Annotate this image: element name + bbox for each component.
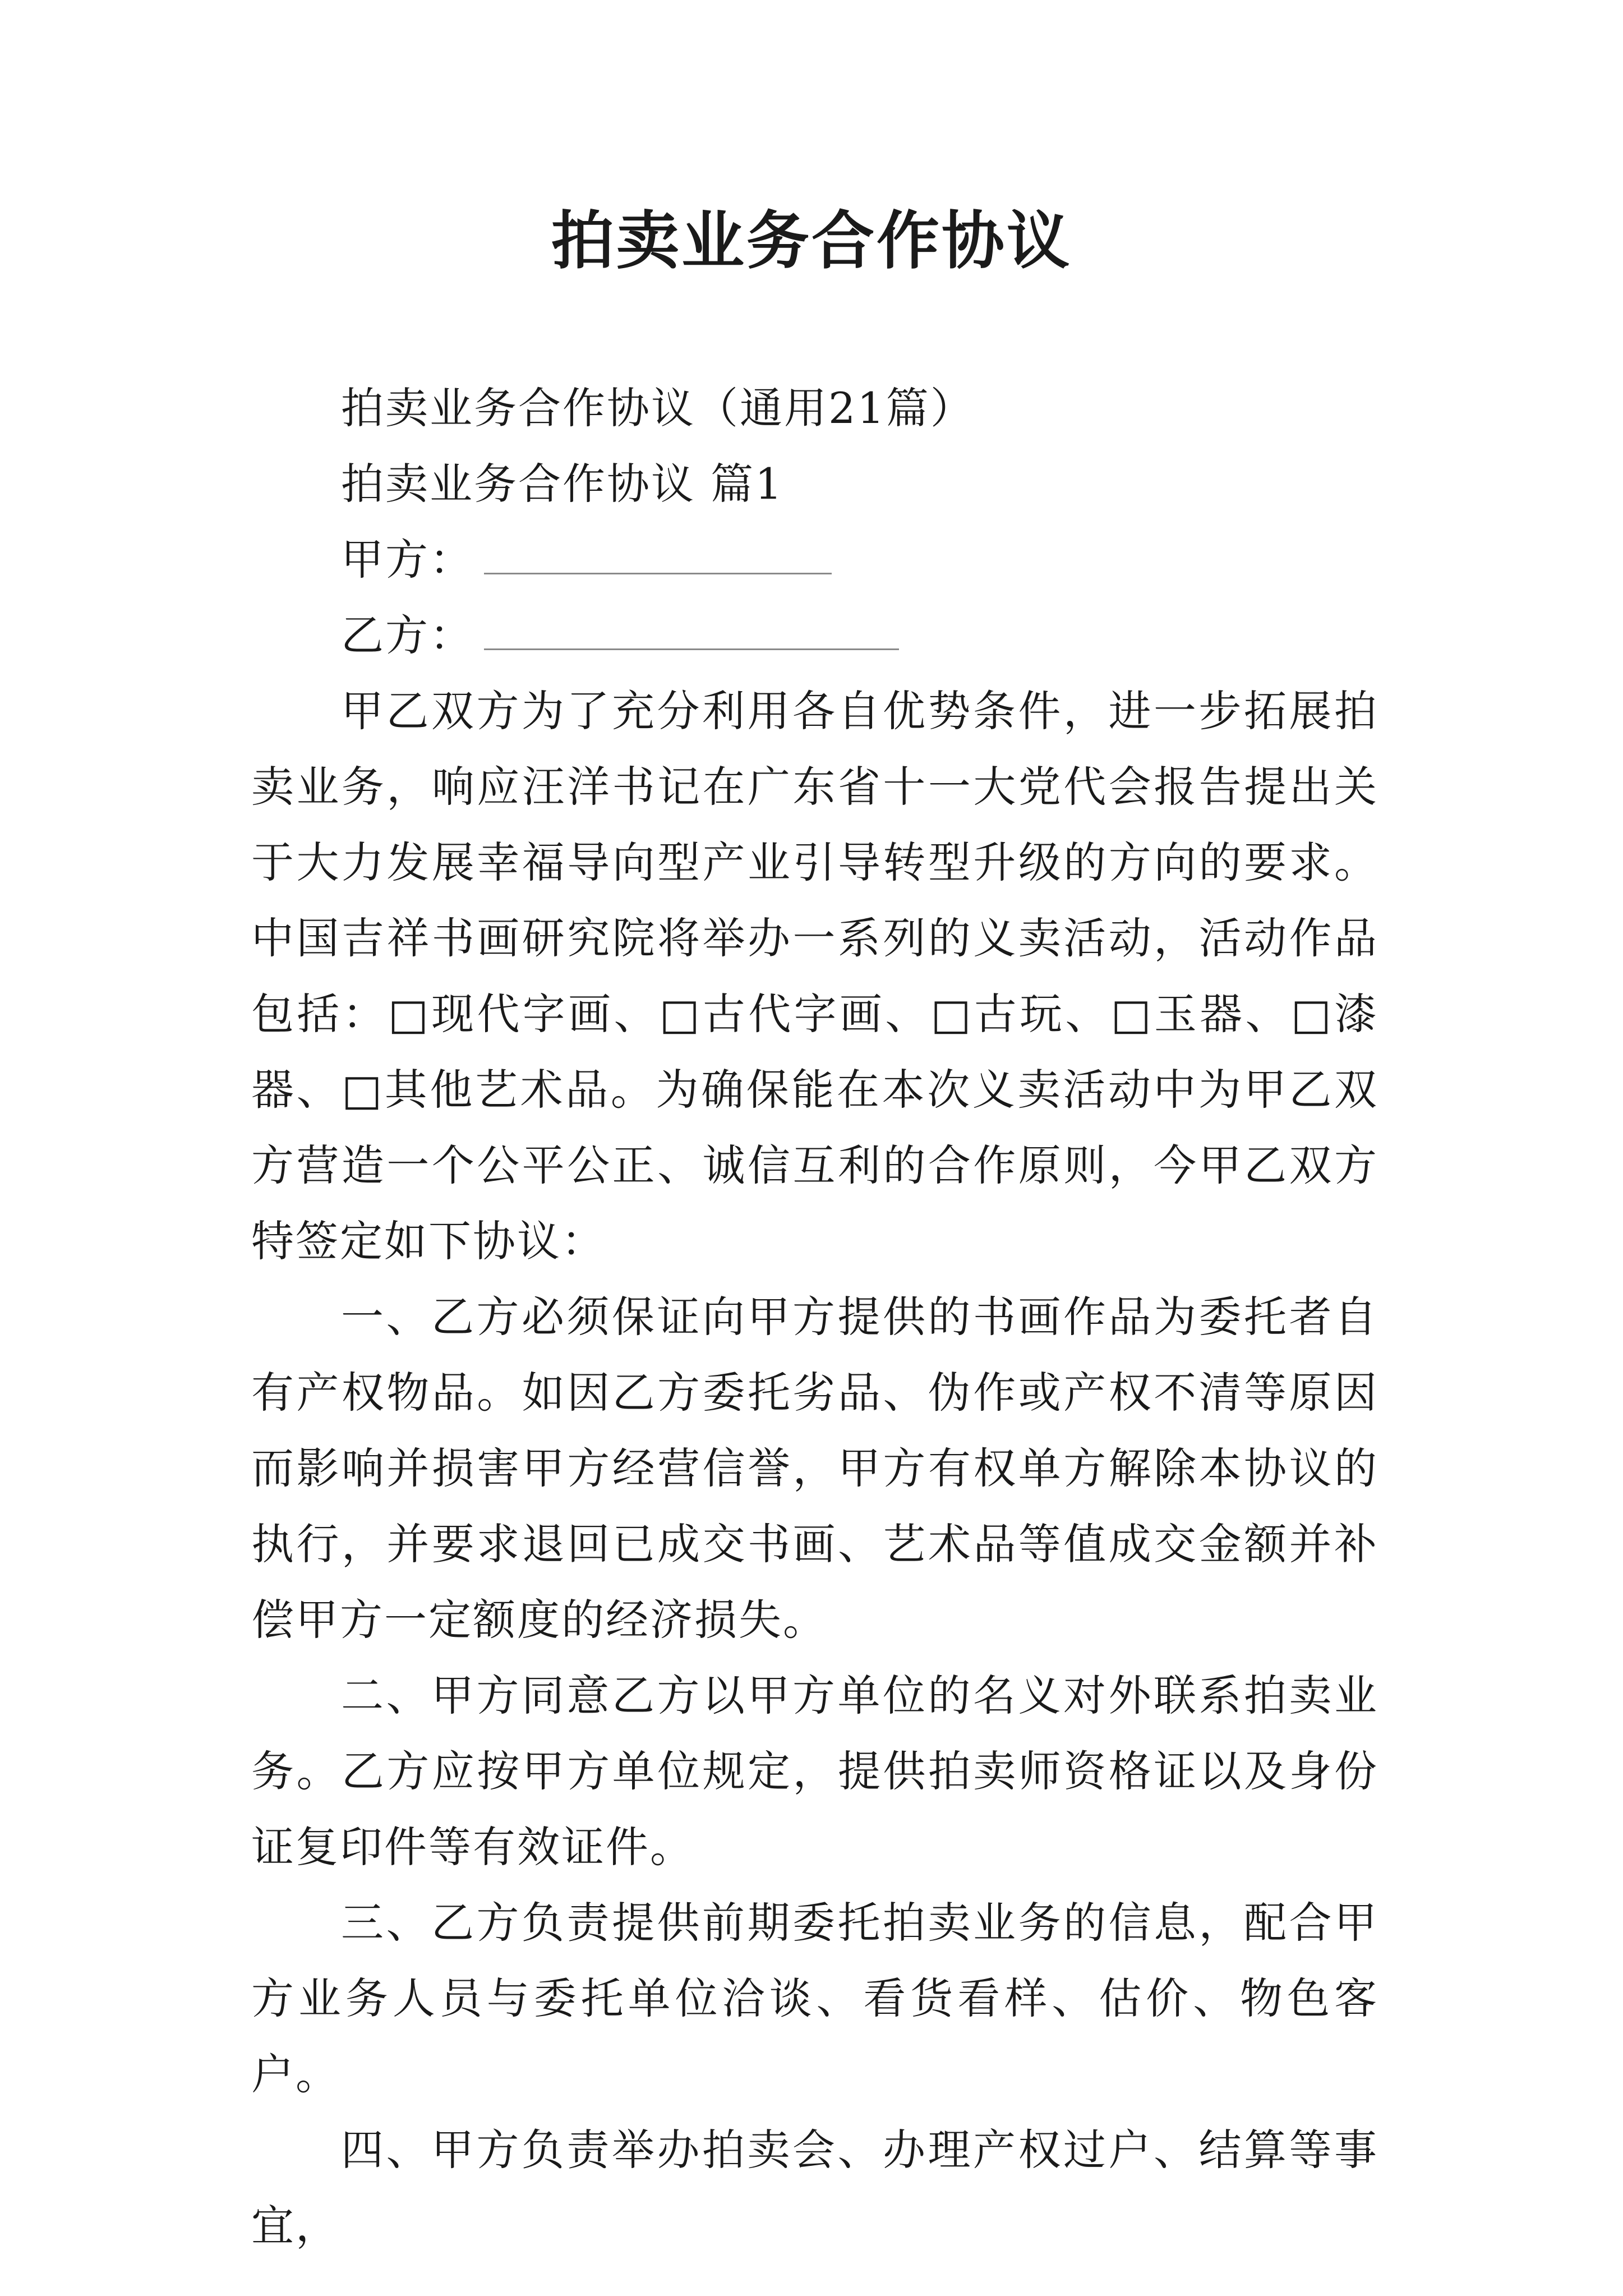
chapter-heading: 拍卖业务合作协议 篇1 [341, 459, 784, 509]
clause-1-paragraph: 一、乙方必须保证向甲方提供的书画作品为委托者自有产权物品。如因乙方委托劣品、伪作或产权不清等原因而影响并损害甲方经营信誉，甲方有权单方解除本协议的执行，并要求退回已成交书画、艺术品等值成交金额并补偿甲方一定额度的经济损失。 [251, 1292, 1378, 1645]
document-body [251, 370, 1378, 2263]
party-b-line [251, 597, 1378, 673]
clause-2-paragraph: 二、甲方同意乙方以甲方单位的名义对外联系拍卖业务。乙方应按甲方单位规定，提供拍卖师资格证以及身份证复印件等有效证件。 [251, 1671, 1378, 1872]
party-a-label: 甲方： [341, 535, 474, 585]
party-b-blank [484, 626, 899, 650]
party-a-line [251, 522, 1378, 597]
document-title: 拍卖业务合作协议 [551, 204, 1072, 278]
document-subtitle: 拍卖业务合作协议（通用21篇） [341, 383, 975, 433]
party-b-label: 乙方： [341, 610, 474, 660]
party-a-blank [484, 550, 832, 574]
intro-paragraph: 甲乙双方为了充分利用各自优势条件，进一步拓展拍卖业务，响应汪洋书记在广东省十一大党代会报告提出关于大力发展幸福导向型产业引导转型升级的方向的要求。中国吉祥书画研究院将举办一系列的义卖活动，活动作品包括：□现代字画、□古代字画、□古玩、□玉器、□漆器、□其他艺术品。为确保能在本次义卖活动中为甲乙双方营造一个公平公正、诚信互利的合作原则，今甲乙双方特签定如下协议： [251, 686, 1378, 1266]
clause-3-paragraph: 三、乙方负责提供前期委托拍卖业务的信息，配合甲方业务人员与委托单位洽谈、看货看样、估价、物色客户。 [251, 1898, 1378, 2099]
clause-4-paragraph: 四、甲方负责举办拍卖会、办理产权过户、结算等事宜， [251, 2125, 1378, 2251]
